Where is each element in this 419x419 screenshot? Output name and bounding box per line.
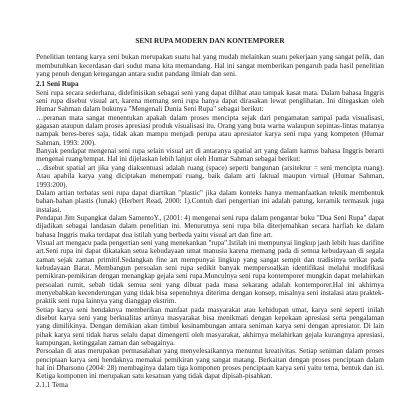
paragraph-5: Dalam artian terbatas seni rupa dapat diartikan "plastic" jika dalam konteks hanya memanfaatkan teknik membentuk bahan-bahan plastis (lunak) (Herbert Read, 2000: 1).Contoh dari pengertian ini adalah patung, keramik termasuk juga instalasi.	[36, 188, 384, 214]
paragraph-9: Persoalan di atas merupakan permasalahan yang menyelesaikannya menuntut kreativitas. Setiap seniman dalam proses penciptaan karya seni hendaknya memakai pemikiran yang sangat matang. Berkaitan dengan proses penciptaan dalam hal ini Dharsono (2004: 28) membaginya dalam tiga komponen proses penciptaan karya seni yaitu tema, bentuk dan isi. Ketiga komponen ini merupakan satu kesatuan yang tidak dapat dipisah-pisahkan.	[36, 347, 384, 381]
subsection-heading: 2.1.1 Tema	[36, 380, 68, 389]
section-heading: 2.1 Seni Rupa	[36, 80, 79, 89]
paragraph-6: Pendapat Jim Supangkat dalam SamentoY., (2001: 4) mengenai seni rupa dalam pengantar buku "Dua Seni Rupa" dapat dijadikan sebagai landasan dalam penelitian ini. Menurutnya seni rupa bila diterjemahkan secara harfiah ke dalam bahasa Inggris maka terdapat dua istilah yang berbeda yaitu visual art dan fine art.	[36, 213, 384, 239]
document-title: SENI RUPA MODERN DAN KONTEMPORER	[135, 37, 285, 45]
paragraph-8: Setiap karya seni hendaknya memberikan manfaat pada masyarakat atau kehidupan umat, karya seni seperti inilah disebut karya seni yang berkualitas artinya masyarakat bisa menikmati dengan kepekaan apresiasi serta pengalaman yang dimilikinya. Dengan demikian akan timbul kesinambungan antara seniman karya seni dengan apresiator. Di lain pihak karya seni tidak harus selalu dapat dimengerti oleh masyarakat, akhirnya melahirkan gejala kurangnya apresiasi, kampungan, ketinggalan zaman dan sebagainya.	[36, 305, 384, 348]
paragraph-3: Banyak pendapat mengenai seni rupa selain visual art di antaranya spatial art yang dalam kamus bahasa Inggris berarti mengenai ruang/tempat. Hal ini dijelaskan lebih lanjut oleh Humar Sahman sebagai berikut:	[36, 147, 384, 164]
paragraph-2: …peranan mata sangat menentukan apakah dalam proses mencipta sejak dari pengamatan sampai pada visualisasi, gagasan ataupun dalam proses apresiasi produk visualisasi itu. Orang yang buta warna walaupun sepintas-lintas matanya nampak beres-beres saja, tidak akan mampu menjadi perupa atau apresiator karya seni rupa yang kompeten (Humar Sahman, 1993: 200).	[36, 113, 384, 147]
paragraph-4: …disebut spatial art jika yang diaksentuasi adalah ruang (space) seperti bangunan (arsitektur = seni mencipta ruang). Atau apabila karya yang diciptakan menempati ruang, baik dalam arti faktual maupun virtual (Humar Sahman, 1993:200).	[36, 163, 384, 189]
paragraph-7: Visual art mengacu pada pengertian seni yang menekankan "rupa".Istilah ini mempunyai lingkup jauh lebih luas darifine art.Seni rupa ini dapat dikatakan setua kebudayaan umat manusia karena memang pada di semua kebudayaan di segala zaman sejak zaman primitif.Sedangkan fine art mempunyai lingkup yang sangat sempit dan tradisinya terikat pada kebudayaan Barat. Membangun persoalan seni rupa sedikit banyak mempersoalkan identifikasi melalui modifikasi pemikiran-pemikiran dengan menangkap gejala seni rupa.Munculnya seni rupa kontemporer mungkin dapat melahirkan persoalan rumit, sebab tidak semua seni yang dibuat pada masa sekarang adalah kontemporer.Hal ini akhirnya menyebabkan kecenderungan yang tidak bisa sepenuhnya diterima dengan konsep, misalnya seni instalasi atau praktek-praktik seni rupa lainnya yang dianggap ekstrim.	[36, 238, 384, 306]
intro-paragraph: Penelitian tentang karya seni bukan merupakan suatu hal yang mudah melainkan suatu pekerjaan yang sangat pelik, dan membutuhkan kecerdasan dari sudut mana kita memandang. Hal ini sangat memberikan pengaruh pada hasil penelitian yang penuh dengan ketegangan antara sudut pandang ilmiah dan seni.	[36, 53, 384, 79]
paragraph-1: Seni rupa secara sederhana, didefinisikan sebagai seni yang dapat dilihat atau tampak kasat mata. Dalam bahasa Inggris seni rupa disebut visual art, karena memang seni rupa hanya dapat dirasakan lewat penglihatan. Ini ditegaskan oleh Humar Sahman dalam bukunya "Mengenali Dunia Seni Rupa" sebagai berikut:	[36, 88, 384, 114]
